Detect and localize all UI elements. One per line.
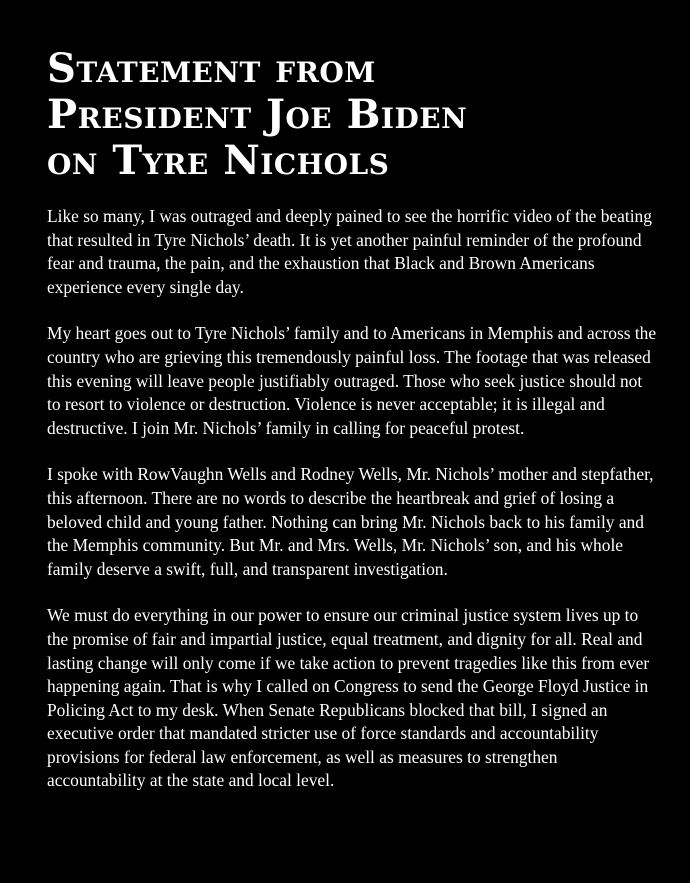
paragraph-4: We must do everything in our power to ensure our criminal justice system lives up to the promise of fair and impartial justice, equal treatment, and dignity for all. Real and lasting change will only come if we take action to prevent tragedies like this from ever happening again. That is why I called on Congress to send the George Floyd Justice in Policing Act to my desk. When Senate Republicans blocked that bill, I signed an executive order that mandated stricter use of force standards and accountability provisions for federal law enforcement, as well as measures to strengthen accountability at the state and local level. xyxy=(47,605,650,791)
paragraph-1: Like so many, I was outraged and deeply pained to see the horrific video of the beating that resulted in Tyre Nichols’ death. It is yet another painful reminder of the profound fear and trauma, the pain, and the exhaustion that Black and Brown Americans experience every single day. xyxy=(47,206,652,297)
title-line-3: on Tyre Nichols xyxy=(47,137,390,184)
paragraph-2: My heart goes out to Tyre Nichols’ family and to Americans in Memphis and across the country who are grieving this tremendously painful loss. The footage that was released this evening will leave people justifiably outraged. Those who seek justice should not to resort to violence or destruction. Violence is never acceptable; it is illegal and destructive. I join Mr. Nichols’ family in calling for peaceful protest. xyxy=(47,323,657,438)
statement-title xyxy=(47,46,657,184)
title-line-1: Statement from xyxy=(47,45,376,92)
statement-body xyxy=(47,205,657,793)
statement-document xyxy=(47,46,657,816)
title-line-2: President Joe Biden xyxy=(47,91,468,138)
paragraph-3: I spoke with RowVaughn Wells and Rodney Wells, Mr. Nichols’ mother and stepfather, this afternoon. There are no words to describe the heartbreak and grief of losing a beloved child and young father. Nothing can bring Mr. Nichols back to his family and the Memphis community. But Mr. and Mrs. Wells, Mr. Nichols’ son, and his whole family deserve a swift, full, and transparent investigation. xyxy=(47,464,654,579)
